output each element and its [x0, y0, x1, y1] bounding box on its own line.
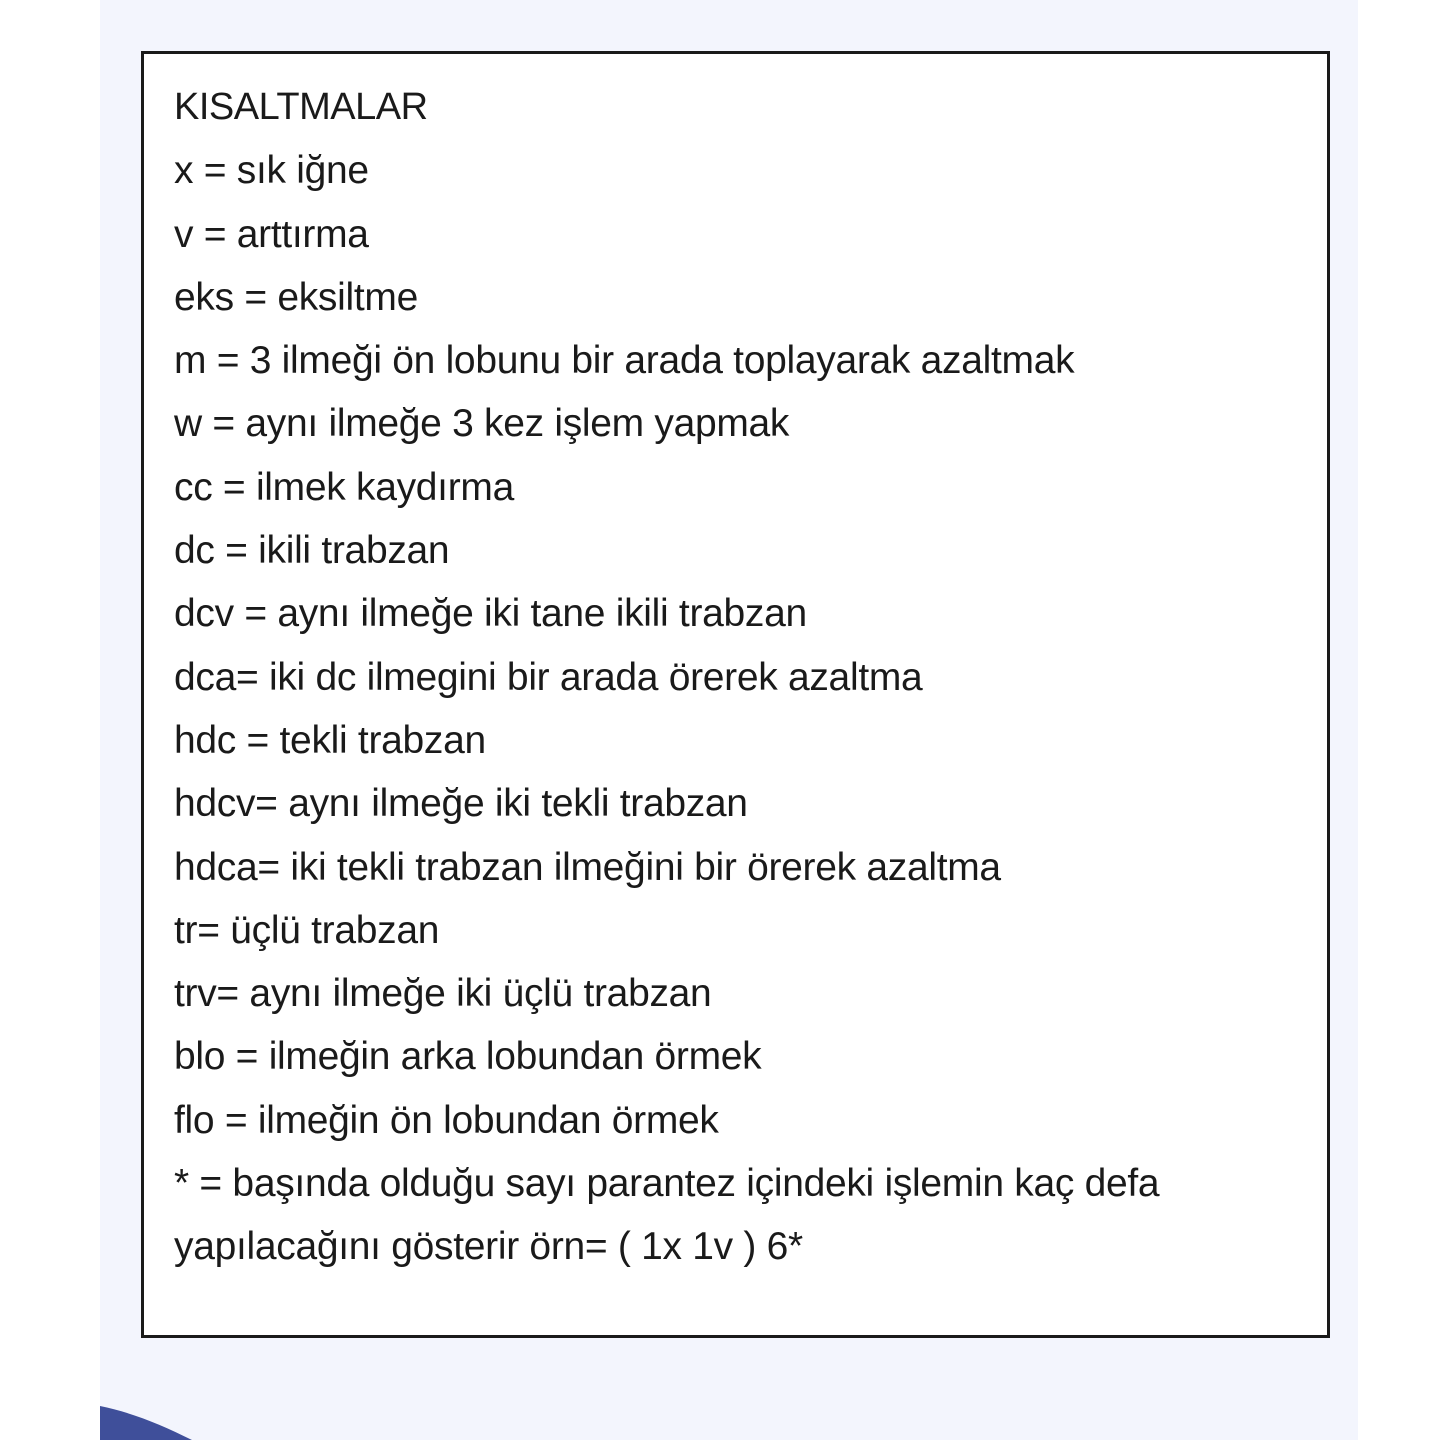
abbreviation-line: hdc = tekli trabzan: [174, 718, 486, 762]
abbreviation-line: tr= üçlü trabzan: [174, 908, 440, 952]
abbreviations-box: [141, 51, 1330, 1338]
abbreviation-line: yapılacağını gösterir örn= ( 1x 1v ) 6*: [174, 1225, 803, 1269]
abbreviation-line: flo = ilmeğin ön lobundan örmek: [174, 1098, 719, 1142]
abbreviation-line: dca= iki dc ilmegini bir arada örerek azaltma: [174, 655, 923, 699]
abbreviation-line: w = aynı ilmeğe 3 kez işlem yapmak: [174, 402, 790, 446]
abbreviation-line: blo = ilmeğin arka lobundan örmek: [174, 1035, 762, 1079]
abbreviation-line: eks = eksiltme: [174, 275, 418, 319]
abbreviation-line: * = başında olduğu sayı parantez içindeki işlemin kaç defa: [174, 1162, 1160, 1206]
abbreviation-line: cc = ilmek kaydırma: [174, 465, 514, 509]
abbreviation-line: m = 3 ilmeği ön lobunu bir arada toplayarak azaltmak: [174, 339, 1075, 383]
abbreviation-list: [174, 76, 1307, 1279]
abbreviation-line: hdcv= aynı ilmeğe iki tekli trabzan: [174, 782, 748, 826]
abbreviation-line: dc = ikili trabzan: [174, 529, 450, 573]
abbreviation-line: hdca= iki tekli trabzan ilmeğini bir örerek azaltma: [174, 845, 1001, 889]
abbreviation-line: dcv = aynı ilmeğe iki tane ikili trabzan: [174, 592, 807, 636]
abbreviation-line: x = sık iğne: [174, 149, 369, 193]
abbreviation-line: trv= aynı ilmeğe iki üçlü trabzan: [174, 972, 712, 1016]
abbreviation-line: v = arttırma: [174, 212, 369, 256]
list-title: KISALTMALAR: [174, 86, 428, 128]
corner-accent-shape: [100, 1400, 210, 1440]
